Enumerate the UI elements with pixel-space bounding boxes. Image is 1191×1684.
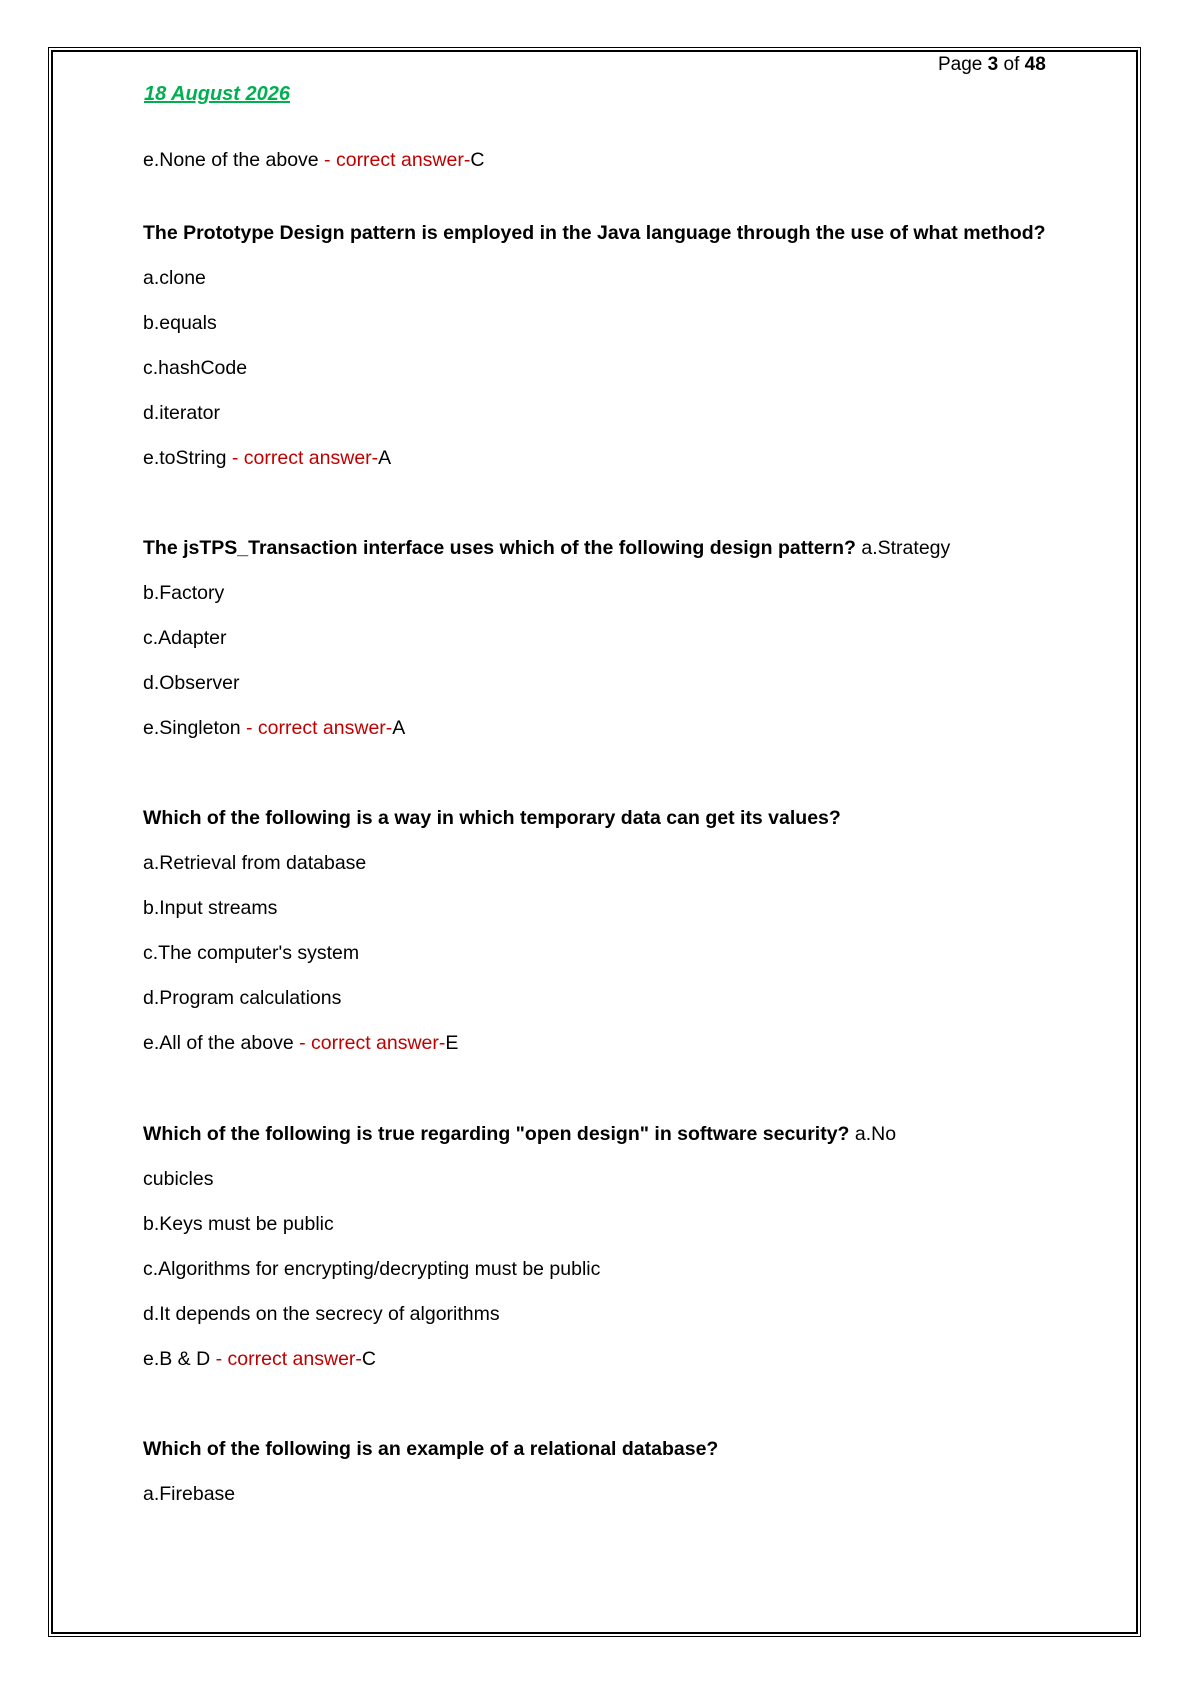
option-e: e.Singleton - correct answer-A <box>143 717 406 739</box>
question-open-design: Which of the following is true regarding "open design" in software security? a.No <box>143 1123 897 1145</box>
option-c: c.The computer's system <box>143 942 360 964</box>
answer-marker: - correct answer- <box>240 717 393 739</box>
option-b: b.Input streams <box>143 897 278 919</box>
option-c: c.Algorithms for encrypting/decrypting must be public <box>143 1258 601 1280</box>
option-c: c.hashCode <box>143 357 248 379</box>
option-d: d.It depends on the secrecy of algorithms <box>143 1303 500 1325</box>
option-e: e.toString - correct answer-A <box>143 447 392 469</box>
page-number: Page 3 of 48 <box>938 54 1046 75</box>
question-temporary-data: Which of the following is a way in which temporary data can get its values? <box>143 807 841 829</box>
answer-marker: - correct answer- <box>210 1348 362 1370</box>
answer-marker: - correct answer- <box>318 149 471 171</box>
option-e: e.B & D - correct answer-C <box>143 1348 376 1370</box>
question-jstps-transaction: The jsTPS_Transaction interface uses which of the following design pattern? a.Strategy <box>143 537 951 559</box>
option-d: d.Observer <box>143 672 240 694</box>
option-a: a.Firebase <box>143 1483 236 1505</box>
option-d: d.Program calculations <box>143 987 342 1009</box>
document-date: 18 August 2026 <box>144 83 290 105</box>
option-b: b.Factory <box>143 582 225 604</box>
answer-marker: - correct answer- <box>226 447 379 469</box>
question-prototype-pattern: The Prototype Design pattern is employed in the Java language through the use of what method? <box>143 222 1046 244</box>
option-d: d.iterator <box>143 402 220 424</box>
option-a-continued: cubicles <box>143 1168 214 1190</box>
option-e: e.All of the above - correct answer-E <box>143 1032 459 1054</box>
option-e: e.None of the above - correct answer-C <box>143 149 485 171</box>
answer-marker: - correct answer- <box>293 1032 446 1054</box>
option-a: a.clone <box>143 267 206 289</box>
option-a: a.Retrieval from database <box>143 852 367 874</box>
question-relational-database: Which of the following is an example of a relational database? <box>143 1438 719 1460</box>
option-b: b.equals <box>143 312 217 334</box>
option-c: c.Adapter <box>143 627 227 649</box>
page-border-inner <box>51 50 1138 1634</box>
option-b: b.Keys must be public <box>143 1213 334 1235</box>
